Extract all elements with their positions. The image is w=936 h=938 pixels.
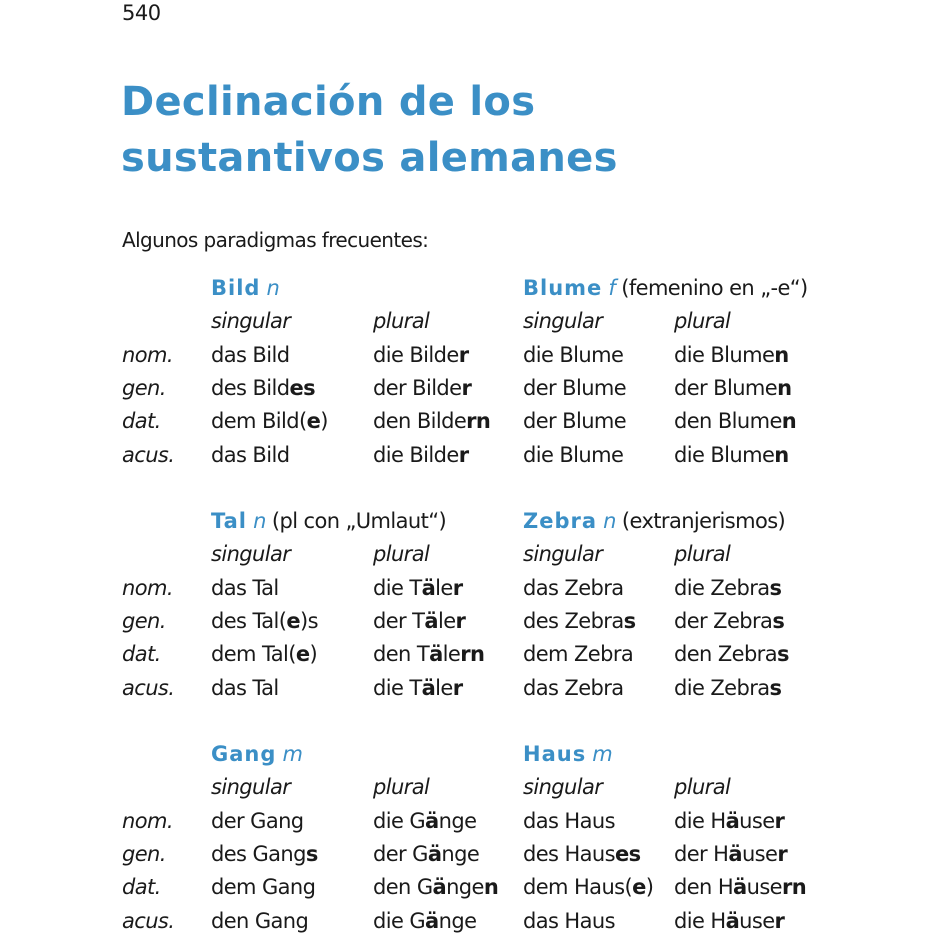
singular-form (523, 905, 615, 938)
plural-word: der Blumen (674, 375, 792, 400)
singular-form (211, 405, 328, 438)
paradigm-header (211, 272, 279, 305)
case-label: dat. (122, 409, 161, 434)
paradigm-note: (femenino en „-e“) (621, 276, 808, 300)
case-label: nom. (122, 808, 173, 833)
singular-word: die Blume (523, 342, 624, 367)
plural-form (373, 572, 463, 605)
case-label: acus. (122, 908, 175, 933)
plural-header: plural (373, 775, 430, 800)
singular-header: singular (211, 542, 291, 567)
plural-word: die Gänge (373, 808, 477, 833)
case-label: gen. (122, 375, 166, 400)
singular-word: des Hauses (523, 841, 641, 866)
gender-label: f (608, 276, 616, 300)
plural-word: die Blumen (674, 442, 789, 467)
singular-form (211, 838, 318, 871)
case-label: gen. (122, 608, 166, 633)
plural-form (373, 838, 479, 871)
singular-form (211, 439, 289, 472)
intro-text: Algunos paradigmas frecuentes: (122, 228, 429, 252)
singular-word: den Gang (211, 908, 309, 933)
case-label: nom. (122, 575, 173, 600)
plural-word: die Bilder (373, 442, 469, 467)
singular-form (211, 638, 317, 671)
gender-label: m (282, 742, 303, 766)
plural-header: plural (674, 309, 731, 334)
plural-word: der Gänge (373, 841, 480, 866)
paradigm-header (523, 505, 785, 538)
plural-form (674, 605, 784, 638)
singular-form (211, 672, 279, 705)
page-number: 540 (122, 1, 161, 25)
plural-form (674, 638, 789, 671)
noun-label: Zebra (523, 509, 598, 533)
page-title: Declinación de los sustantivos alemanes (121, 79, 618, 181)
singular-word: das Tal (211, 575, 279, 600)
plural-word: den Gängen (373, 875, 499, 900)
singular-word: das Haus (523, 908, 615, 933)
singular-word: das Bild (211, 442, 290, 467)
plural-word: der Zebras (674, 608, 785, 633)
plural-form (373, 372, 471, 405)
singular-form (523, 605, 636, 638)
gender-label: n (603, 509, 616, 533)
plural-form (373, 638, 484, 671)
singular-header: singular (523, 542, 603, 567)
singular-form (523, 805, 615, 838)
singular-word: das Zebra (523, 675, 624, 700)
plural-form (674, 672, 781, 705)
plural-form (373, 905, 476, 938)
singular-word: dem Zebra (523, 642, 634, 667)
singular-form (211, 372, 315, 405)
case-label: acus. (122, 442, 175, 467)
singular-word: dem Bild(e) (211, 409, 328, 434)
singular-word: des Gangs (211, 841, 318, 866)
plural-word: der Häuser (674, 841, 788, 866)
case-label: dat. (122, 642, 161, 667)
singular-form (523, 372, 626, 405)
plural-word: die Blumen (674, 342, 789, 367)
plural-header: plural (373, 542, 430, 567)
singular-word: dem Gang (211, 875, 316, 900)
singular-form (523, 838, 641, 871)
plural-word: der Bilder (373, 375, 472, 400)
plural-word: die Häuser (674, 808, 785, 833)
singular-word: die Blume (523, 442, 624, 467)
noun-label: Haus (523, 742, 587, 766)
plural-form (373, 672, 463, 705)
singular-word: der Blume (523, 409, 627, 434)
singular-form (523, 871, 653, 904)
case-label: acus. (122, 675, 175, 700)
singular-word: das Zebra (523, 575, 624, 600)
noun-label: Bild (211, 276, 261, 300)
singular-form (211, 905, 308, 938)
paradigm-header (211, 738, 302, 771)
case-label: gen. (122, 841, 166, 866)
singular-form (523, 339, 623, 372)
plural-form (373, 805, 476, 838)
plural-form (674, 838, 787, 871)
singular-header: singular (211, 775, 291, 800)
singular-word: des Tal(e)s (211, 608, 318, 633)
singular-header: singular (523, 775, 603, 800)
plural-form (674, 572, 781, 605)
plural-header: plural (674, 542, 731, 567)
singular-word: dem Haus(e) (523, 875, 654, 900)
plural-word: den Bildern (373, 409, 491, 434)
plural-form (674, 372, 791, 405)
plural-form (674, 439, 789, 472)
plural-form (373, 605, 465, 638)
paradigm-note: (pl con „Umlaut“) (271, 509, 447, 533)
plural-word: die Zebras (674, 675, 782, 700)
singular-header: singular (523, 309, 603, 334)
singular-word: der Gang (211, 808, 304, 833)
paradigm-note: (extranjerismos) (621, 509, 786, 533)
noun-label: Blume (523, 276, 603, 300)
plural-word: die Gänge (373, 908, 477, 933)
plural-form (674, 339, 789, 372)
paradigm-header (523, 272, 808, 305)
plural-form (373, 871, 498, 904)
singular-form (211, 572, 279, 605)
singular-header: singular (211, 309, 291, 334)
singular-form (523, 672, 624, 705)
plural-word: den Tälern (373, 642, 485, 667)
singular-form (211, 339, 289, 372)
singular-word: das Haus (523, 808, 615, 833)
plural-form (674, 805, 784, 838)
plural-header: plural (373, 309, 430, 334)
singular-form (211, 605, 318, 638)
plural-word: die Täler (373, 575, 463, 600)
plural-header: plural (674, 775, 731, 800)
paradigm-header (211, 505, 446, 538)
case-label: dat. (122, 875, 161, 900)
plural-word: die Täler (373, 675, 463, 700)
plural-word: den Zebras (674, 642, 789, 667)
singular-word: das Bild (211, 342, 290, 367)
singular-word: dem Tal(e) (211, 642, 318, 667)
singular-word: des Bildes (211, 375, 316, 400)
singular-form (523, 638, 633, 671)
paradigm-header (523, 738, 612, 771)
noun-label: Gang (211, 742, 277, 766)
gender-label: m (592, 742, 613, 766)
plural-form (674, 871, 806, 904)
plural-word: den Blumen (674, 409, 797, 434)
plural-word: die Häuser (674, 908, 785, 933)
singular-form (523, 439, 623, 472)
plural-word: die Bilder (373, 342, 469, 367)
plural-word: die Zebras (674, 575, 782, 600)
singular-form (211, 805, 304, 838)
singular-word: des Zebras (523, 608, 636, 633)
singular-form (211, 871, 315, 904)
singular-word: das Tal (211, 675, 279, 700)
noun-label: Tal (211, 509, 247, 533)
plural-form (373, 339, 468, 372)
plural-form (674, 905, 784, 938)
case-label: nom. (122, 342, 173, 367)
singular-word: der Blume (523, 375, 627, 400)
singular-form (523, 572, 624, 605)
plural-form (373, 439, 468, 472)
plural-word: der Täler (373, 608, 466, 633)
plural-form (674, 405, 796, 438)
plural-word: den Häusern (674, 875, 807, 900)
singular-form (523, 405, 626, 438)
gender-label: n (266, 276, 280, 300)
plural-form (373, 405, 490, 438)
gender-label: n (253, 509, 266, 533)
